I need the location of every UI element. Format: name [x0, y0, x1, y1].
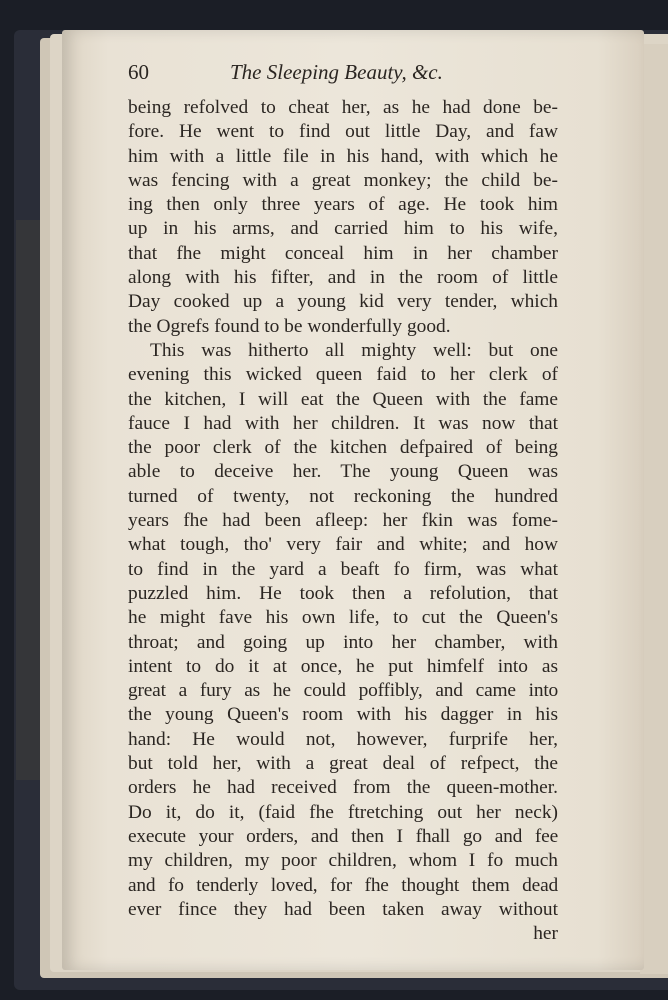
text-line: evening this wicked queen faid to her clerk of [128, 364, 558, 386]
facing-page-edge [640, 44, 668, 974]
text-line: fore. He went to find out little Day, and faw [128, 121, 558, 143]
page-header [128, 60, 443, 88]
text-line: ever fince they had been taken away without [128, 898, 558, 920]
page-number: 60 [128, 60, 149, 84]
text-line: This was hitherto all mighty well: but one [150, 339, 558, 361]
text-line: throat; and going up into her chamber, with [128, 631, 558, 653]
text-line: being refolved to cheat her, as he had done be- [128, 97, 558, 118]
running-title: The Sleeping Beauty, &c. [230, 60, 443, 84]
text-line: he might fave his own life, to cut the Queen's [128, 607, 558, 629]
text-line: able to deceive her. The young Queen was [128, 461, 558, 483]
text-line: intent to do it at once, he put himfelf into as [128, 655, 558, 677]
text-line: the kitchen, I will eat the Queen with the fame [128, 388, 558, 410]
text-line: Day cooked up a young kid very tender, which [128, 291, 558, 313]
text-line: ing then only three years of age. He took him [128, 194, 558, 216]
text-line: great a fury as he could poffibly, and came into [128, 680, 558, 702]
text-line: fauce I had with her children. It was now that [128, 412, 558, 434]
text-line: and fo tenderly loved, for fhe thought them dead [128, 874, 558, 896]
text-line: to find in the yard a beaft fo firm, was what [128, 558, 558, 580]
body-text [128, 96, 558, 946]
text-line: the young Queen's room with his dagger in his [128, 704, 558, 726]
text-line: execute your orders, and then I fhall go and fee [128, 825, 558, 847]
text-line: that fhe might conceal him in her chamber [128, 242, 558, 264]
text-line: along with his fifter, and in the room of little [128, 267, 558, 289]
catchword: her [533, 923, 558, 945]
text-line: turned of twenty, not reckoning the hundred [128, 485, 558, 507]
text-line: up in his arms, and carried him to his wife, [128, 218, 558, 240]
text-line: the poor clerk of the kitchen defpaired of being [128, 437, 558, 459]
text-line: what tough, tho' very fair and white; and how [128, 534, 558, 556]
text-line: hand: He would not, however, furprife her, [128, 728, 558, 750]
text-line: was fencing with a great monkey; the child be- [128, 169, 558, 191]
text-line: my children, my poor children, whom I fo much [128, 850, 558, 872]
text-line: the Ogrefs found to be wonderfully good. [128, 315, 451, 337]
text-line: orders he had received from the queen-mother. [128, 777, 558, 799]
text-line: him with a little file in his hand, with which he [128, 145, 558, 167]
text-line: puzzled him. He took then a refolution, that [128, 582, 558, 604]
text-line: Do it, do it, (faid fhe ftretching out her neck) [128, 801, 558, 823]
text-line: but told her, with a great deal of refpect, the [128, 753, 558, 775]
text-line: years fhe had been afleep: her fkin was fome- [128, 510, 558, 532]
